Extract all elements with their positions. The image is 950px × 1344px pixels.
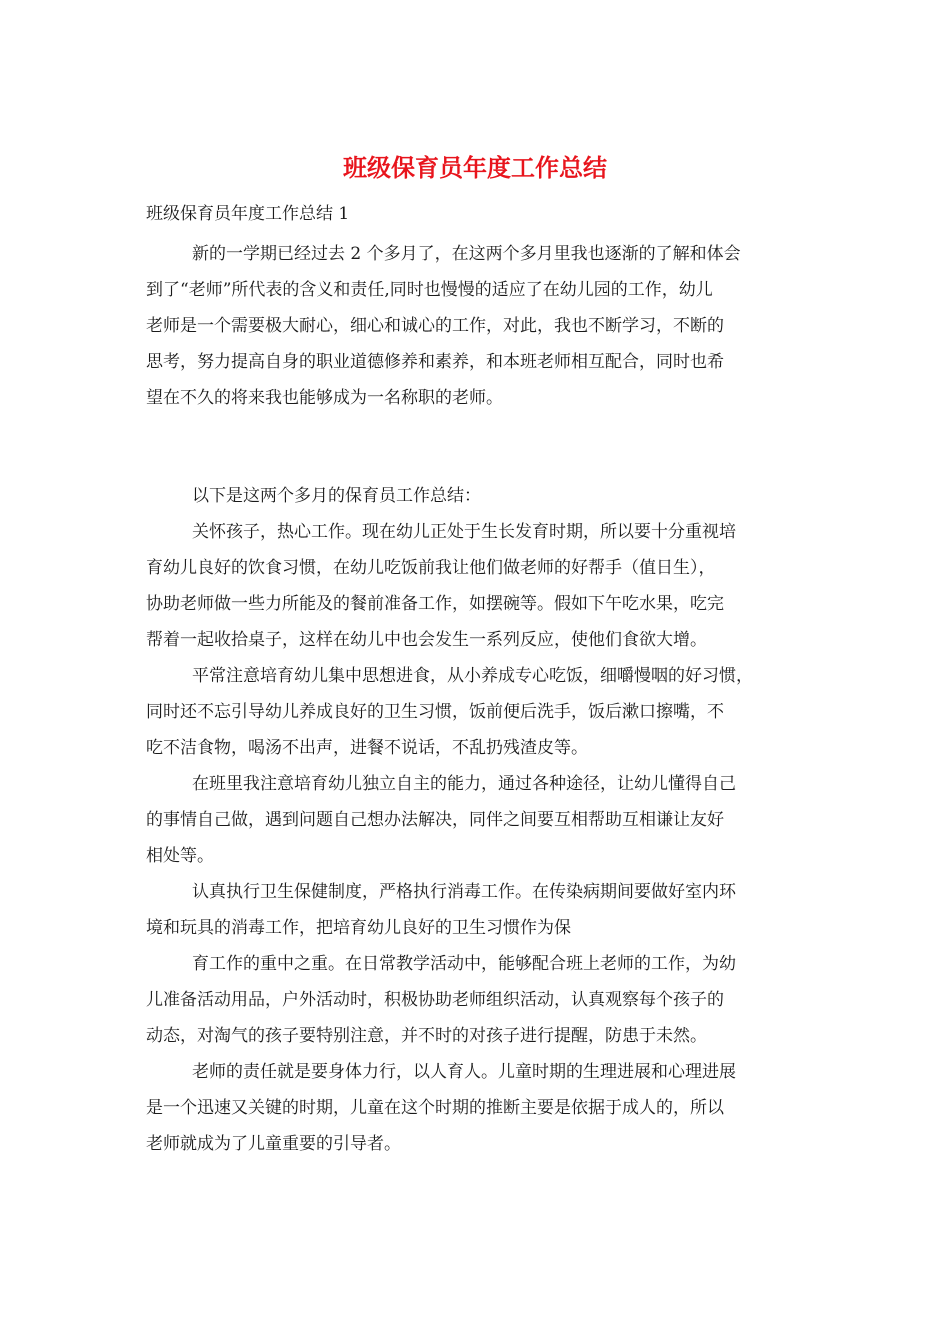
paragraph-eating-habits <box>146 658 826 766</box>
paragraph-hygiene <box>146 874 826 946</box>
paragraph-teacher-role <box>146 1054 826 1162</box>
paragraph-daily-activities <box>146 946 826 1054</box>
text-line: 思考，努力提高自身的职业道德修养和素养，和本班老师相互配合，同时也希 <box>146 352 724 372</box>
document-subtitle: 班级保育员年度工作总结 1 <box>146 204 350 224</box>
text-line: 老师就成为了儿童重要的引导者。 <box>146 1134 401 1154</box>
text-line: 认真执行卫生保健制度，严格执行消毒工作。在传染病期间要做好室内环 <box>192 882 736 902</box>
text-line: 育工作的重中之重。在日常教学活动中，能够配合班上老师的工作，为幼 <box>192 954 736 974</box>
text-line: 育幼儿良好的饮食习惯，在幼儿吃饭前我让他们做老师的好帮手（值日生）， <box>146 558 716 578</box>
text-line: 儿准备活动用品，户外活动时，积极协助老师组织活动，认真观察每个孩子的 <box>146 990 724 1010</box>
text-line: 吃不洁食物，喝汤不出声，进餐不说话，不乱扔残渣皮等。 <box>146 738 588 758</box>
text-line: 是一个迅速又关键的时期，儿童在这个时期的推断主要是依据于成人的，所以 <box>146 1098 724 1118</box>
text-line: 关怀孩子，热心工作。现在幼儿正处于生长发育时期，所以要十分重视培 <box>192 522 736 542</box>
paragraph-intro <box>146 236 826 416</box>
text-line: 相处等。 <box>146 846 214 866</box>
text-line: 帮着一起收拾桌子，这样在幼儿中也会发生一系列反应，使他们食欲大增。 <box>146 630 707 650</box>
text-line: 协助老师做一些力所能及的餐前准备工作，如摆碗等。假如下午吃水果，吃完 <box>146 594 724 614</box>
text-line: 的事情自己做，遇到问题自己想办法解决，同伴之间要互相帮助互相谦让友好 <box>146 810 724 830</box>
paragraph-summary-lead <box>146 478 826 514</box>
text-line: 新的一学期已经过去 2 个多月了，在这两个多月里我也逐渐的了解和体会 <box>192 244 741 264</box>
text-line: 老师的责任就是要身体力行，以人育人。儿童时期的生理进展和心理进展 <box>192 1062 736 1082</box>
text-line: 在班里我注意培育幼儿独立自主的能力，通过各种途径，让幼儿懂得自己 <box>192 774 736 794</box>
text-line: 动态，对淘气的孩子要特别注意，并不时的对孩子进行提醒，防患于未然。 <box>146 1026 707 1046</box>
text-line: 平常注意培育幼儿集中思想进食，从小养成专心吃饭，细嚼慢咽的好习惯， <box>192 666 753 686</box>
text-line: 到了“老师”所代表的含义和责任,同时也慢慢的适应了在幼儿园的工作，幼儿 <box>146 280 713 300</box>
text-line: 境和玩具的消毒工作，把培育幼儿良好的卫生习惯作为保 <box>146 918 571 938</box>
text-line: 望在不久的将来我也能够成为一名称职的老师。 <box>146 388 503 408</box>
paragraph-care <box>146 514 826 658</box>
text-line: 老师是一个需要极大耐心，细心和诚心的工作，对此，我也不断学习，不断的 <box>146 316 724 336</box>
paragraph-independence <box>146 766 826 874</box>
text-line: 同时还不忘引导幼儿养成良好的卫生习惯，饭前便后洗手，饭后漱口擦嘴，不 <box>146 702 724 722</box>
document-title: 班级保育员年度工作总结 <box>343 154 607 182</box>
text-line: 以下是这两个多月的保育员工作总结： <box>192 486 481 506</box>
